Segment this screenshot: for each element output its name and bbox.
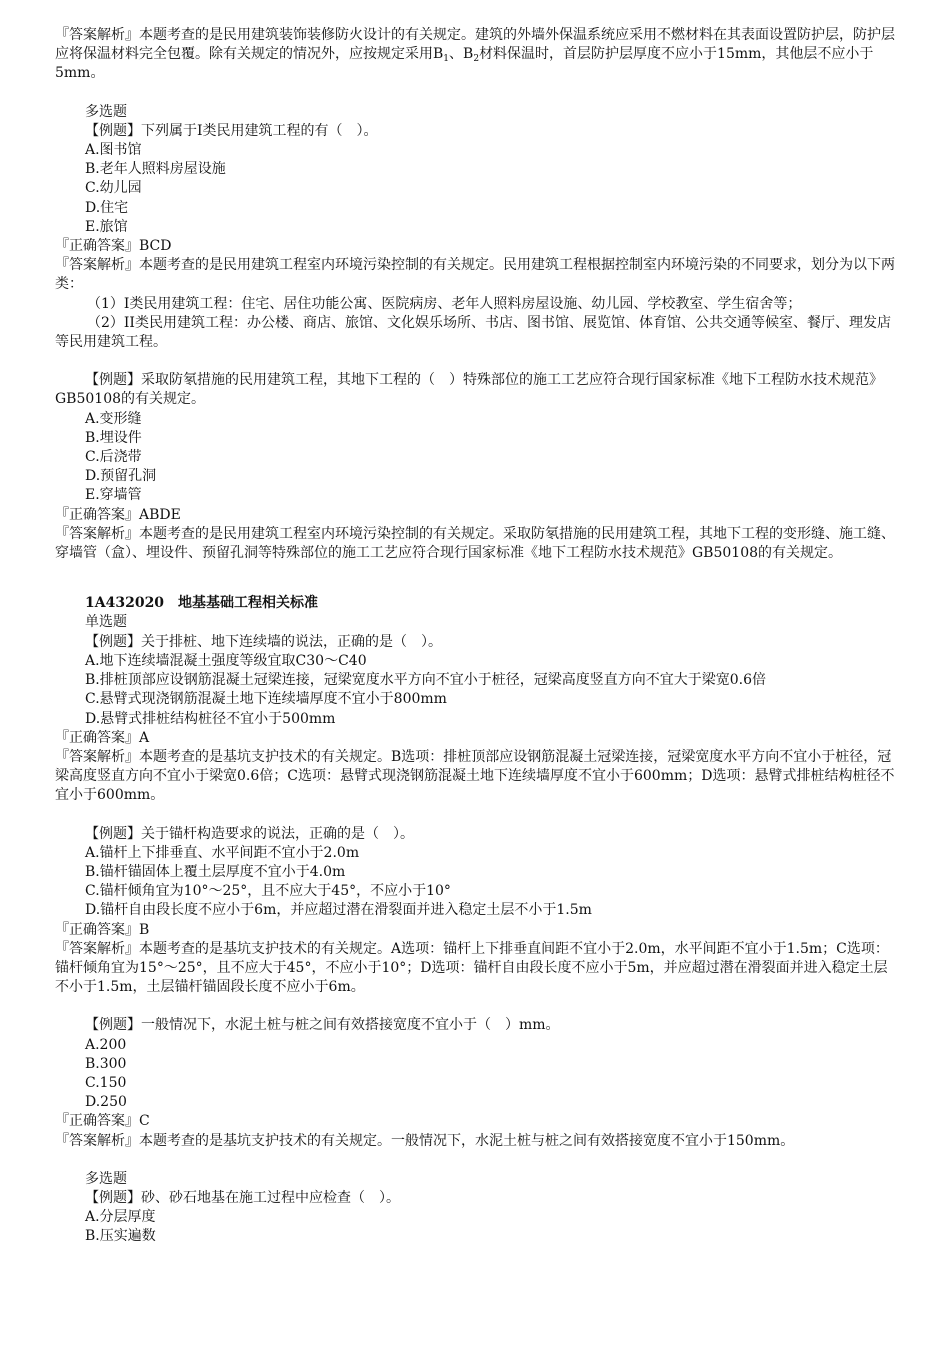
option-b: B.锚杆锚固体上覆土层厚度不宜小于4.0m bbox=[85, 863, 346, 880]
option-c: C.幼儿园 bbox=[85, 180, 142, 197]
explanation-paragraph: 『答案解析』本题考查的是民用建筑装饰装修防火设计的有关规定。建筑的外墙外保温系统应采用不燃材料在其表面设置防护层，防护层应将保温材料完全包覆。除有关规定的情况外，应按规定采用$B_1$、$B_2$材料保温时，首层防护层厚度不应小于15mm，其他层不应小于5mm。 bbox=[55, 27, 895, 82]
option-b: B.300 bbox=[85, 1055, 127, 1072]
option-d: D.悬臂式排桩结构桩径不宜小于500mm bbox=[85, 710, 336, 727]
question-type-label: 单选题 bbox=[85, 614, 127, 631]
question-stem: 【例题】关于锚杆构造要求的说法，正确的是（ ）。 bbox=[85, 825, 414, 842]
question-stem: 【例题】一般情况下，水泥土桩与桩之间有效搭接宽度不宜小于（ ）mm。 bbox=[85, 1017, 560, 1034]
option-a: A.图书馆 bbox=[85, 142, 142, 159]
question-type-label: 多选题 bbox=[85, 103, 127, 120]
correct-answer: 『正确答案』A bbox=[55, 729, 150, 746]
explanation-paragraph: 『答案解析』本题考查的是民用建筑工程室内环境污染控制的有关规定。民用建筑工程根据控制室内环境污染的不同要求，划分为以下两类： bbox=[55, 257, 895, 293]
document-page bbox=[55, 26, 900, 1247]
correct-answer: 『正确答案』BCD bbox=[55, 238, 172, 255]
option-c: C.150 bbox=[85, 1074, 127, 1091]
option-a: A.变形缝 bbox=[85, 410, 142, 427]
explanation-item: （1）I类民用建筑工程：住宅、居住功能公寓、医院病房、老年人照料房屋设施、幼儿园、学校教室、学生宿舍等； bbox=[87, 295, 802, 312]
correct-answer: 『正确答案』B bbox=[55, 921, 150, 938]
option-b: B.老年人照料房屋设施 bbox=[85, 161, 226, 178]
option-d: D.预留孔洞 bbox=[85, 468, 157, 485]
option-d: D.锚杆自由段长度不应小于6m，并应超过潜在滑裂面并进入稳定土层不小于1.5m bbox=[85, 902, 592, 919]
option-b: B.埋设件 bbox=[85, 429, 142, 446]
correct-answer: 『正确答案』C bbox=[55, 1113, 150, 1130]
option-c: C.锚杆倾角宜为10°～25°，且不应大于45°，不应小于10° bbox=[85, 883, 451, 900]
explanation-paragraph: 『答案解析』本题考查的是民用建筑工程室内环境污染控制的有关规定。采取防氡措施的民用建筑工程，其地下工程的变形缝、施工缝、穿墙管（盒）、埋设件、预留孔洞等特殊部位的施工工艺应符合现行国家标准《地下工程防水技术规范》GB50108的有关规定。 bbox=[55, 525, 895, 562]
correct-answer: 『正确答案』ABDE bbox=[55, 506, 181, 523]
section-heading: 1A432020 地基基础工程相关标准 bbox=[85, 595, 319, 612]
question-type-label: 多选题 bbox=[85, 1170, 127, 1187]
option-b: B.排桩顶部应设钢筋混凝土冠梁连接，冠梁宽度水平方向不宜小于桩径，冠梁高度竖直方向不宜大于梁宽0.6倍 bbox=[85, 672, 767, 689]
option-d: D.住宅 bbox=[85, 199, 129, 216]
question-stem: 【例题】关于排桩、地下连续墙的说法，正确的是（ ）。 bbox=[85, 633, 442, 650]
option-a: A.锚杆上下排垂直、水平间距不宜小于2.0m bbox=[85, 844, 360, 861]
option-c: C.悬臂式现浇钢筋混凝土地下连续墙厚度不宜小于800mm bbox=[85, 691, 447, 708]
option-d: D.250 bbox=[85, 1094, 127, 1111]
option-a: A.分层厚度 bbox=[85, 1209, 156, 1226]
explanation-item: （2）II类民用建筑工程：办公楼、商店、旅馆、文化娱乐场所、书店、图书馆、展览馆、体育馆、公共交通等候室、餐厅、理发店等民用建筑工程。 bbox=[55, 314, 891, 351]
option-a: A.地下连续墙混凝土强度等级宜取C30～C40 bbox=[85, 652, 367, 669]
option-e: E.穿墙管 bbox=[85, 487, 142, 504]
option-c: C.后浇带 bbox=[85, 449, 142, 466]
option-b: B.压实遍数 bbox=[85, 1228, 156, 1245]
option-e: E.旅馆 bbox=[85, 218, 128, 235]
option-a: A.200 bbox=[85, 1036, 127, 1053]
explanation-paragraph: 『答案解析』本题考查的是基坑支护技术的有关规定。一般情况下，水泥土桩与桩之间有效搭接宽度不宜小于150mm。 bbox=[55, 1132, 795, 1149]
explanation-paragraph: 『答案解析』本题考查的是基坑支护技术的有关规定。A选项：锚杆上下排垂直间距不宜小于2.0m，水平间距不宜小于1.5m；C选项：锚杆倾角宜为15°～25°，且不应大于45°，不应小于10°；D选项：锚杆自由段长度不应小于5m，并应超过潜在滑裂面并进入稳定土层不小于1.5m，土层锚杆锚固段长度不应小于6m。 bbox=[55, 940, 889, 996]
question-stem: 【例题】砂、砂石地基在施工过程中应检查（ ）。 bbox=[85, 1189, 400, 1206]
explanation-paragraph: 『答案解析』本题考查的是基坑支护技术的有关规定。B选项：排桩顶部应设钢筋混凝土冠梁连接，冠梁宽度水平方向不宜小于桩径，冠梁高度竖直方向不宜小于梁宽0.6倍；C选项：悬臂式现浇钢筋混凝土地下连续墙厚度不宜小于600mm；D选项：悬臂式排桩结构桩径不宜小于600mm。 bbox=[55, 748, 895, 804]
question-stem: 【例题】采取防氡措施的民用建筑工程，其地下工程的（ ）特殊部位的施工工艺应符合现行国家标准《地下工程防水技术规范》GB50108的有关规定。 bbox=[55, 372, 883, 408]
question-stem: 【例题】下列属于I类民用建筑工程的有（ ）。 bbox=[85, 122, 378, 139]
